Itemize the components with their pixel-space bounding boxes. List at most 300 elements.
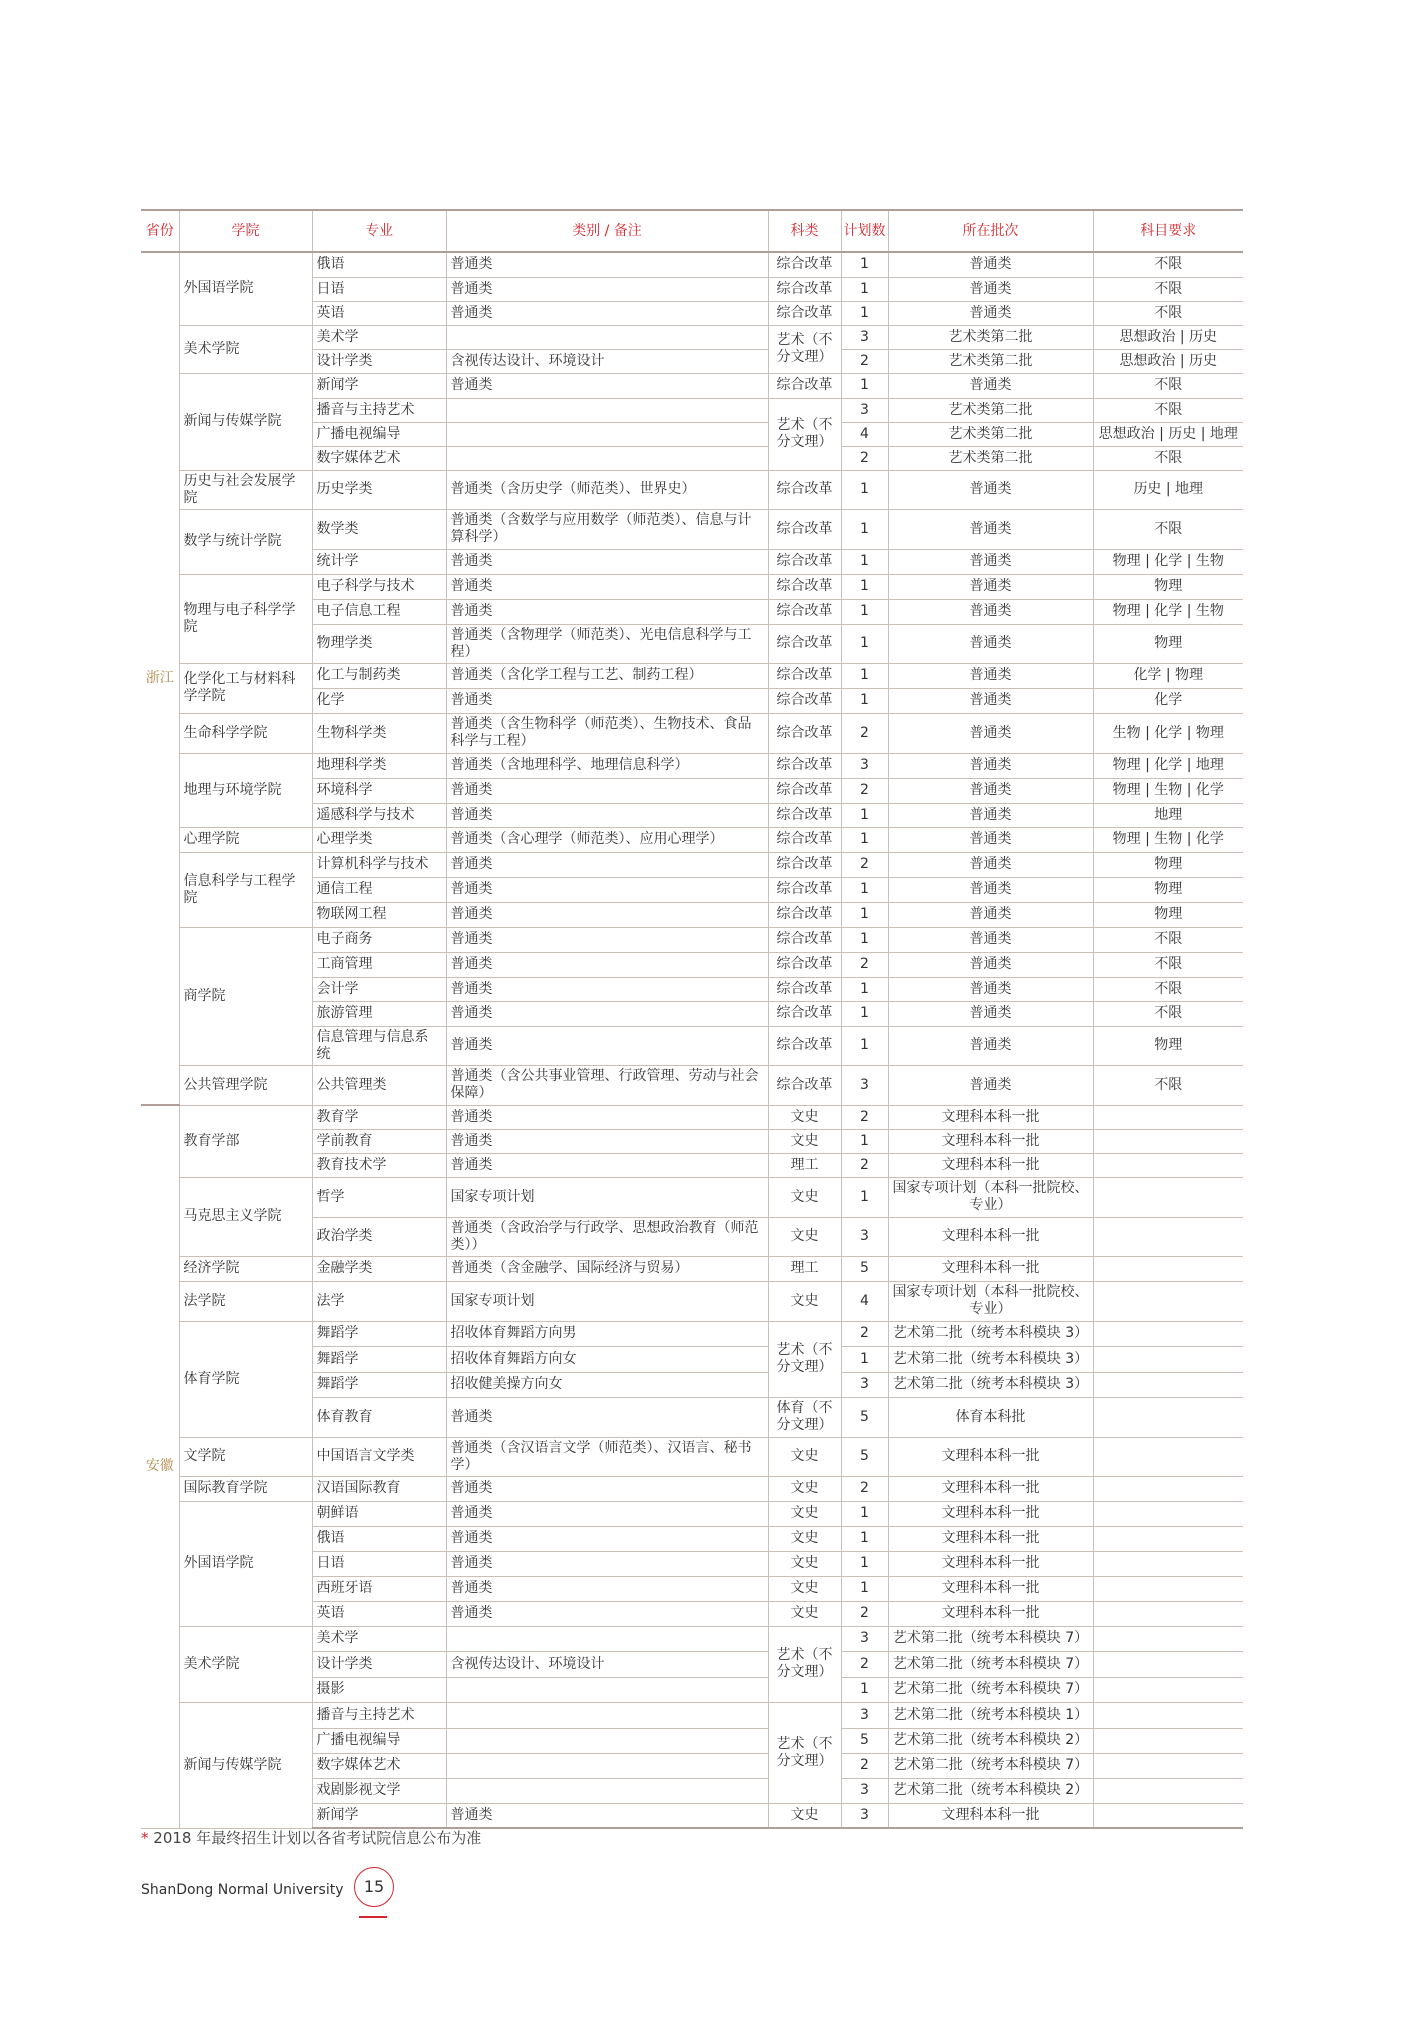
major-cell: 播音与主持艺术 xyxy=(312,1702,446,1728)
subject-type-cell: 文史 xyxy=(768,1526,841,1551)
category-cell xyxy=(446,446,768,470)
subject-type-cell: 体育（不分文理） xyxy=(768,1397,841,1437)
major-cell: 教育学 xyxy=(312,1105,446,1129)
plan-count-cell: 1 xyxy=(841,663,888,688)
category-cell: 普通类（含物理学（师范类）、光电信息科学与工程） xyxy=(446,624,768,663)
requirement-cell: 物理 | 化学 | 生物 xyxy=(1093,599,1243,624)
requirement-cell xyxy=(1093,1626,1243,1651)
footnote-star: * xyxy=(141,1829,149,1847)
college-cell: 外国语学院 xyxy=(179,252,312,325)
batch-cell: 文理科本科一批 xyxy=(888,1576,1093,1601)
category-cell: 普通类 xyxy=(446,977,768,1001)
plan-count-cell: 4 xyxy=(841,1281,888,1321)
category-cell: 普通类（含心理学（师范类）、应用心理学） xyxy=(446,827,768,852)
requirement-cell xyxy=(1093,1576,1243,1601)
requirement-cell xyxy=(1093,1728,1243,1753)
plan-count-cell: 1 xyxy=(841,1576,888,1601)
subject-type-cell: 综合改革 xyxy=(768,713,841,753)
requirement-cell xyxy=(1093,1601,1243,1626)
subject-type-cell: 文史 xyxy=(768,1281,841,1321)
major-cell: 广播电视编导 xyxy=(312,1728,446,1753)
major-cell: 政治学类 xyxy=(312,1217,446,1256)
header-subject-type: 科类 xyxy=(768,210,841,252)
major-cell: 计算机科学与技术 xyxy=(312,852,446,877)
category-cell: 招收健美操方向女 xyxy=(446,1372,768,1397)
subject-type-cell: 艺术（不分文理） xyxy=(768,398,841,470)
subject-type-cell: 综合改革 xyxy=(768,663,841,688)
plan-count-cell: 3 xyxy=(841,753,888,778)
plan-count-cell: 1 xyxy=(841,902,888,927)
requirement-cell xyxy=(1093,1526,1243,1551)
batch-cell: 普通类 xyxy=(888,574,1093,599)
batch-cell: 艺术第二批（统考本科模块 7） xyxy=(888,1626,1093,1651)
category-cell: 普通类 xyxy=(446,852,768,877)
plan-count-cell: 2 xyxy=(841,1601,888,1626)
category-cell: 普通类 xyxy=(446,1601,768,1626)
table-row xyxy=(141,1321,1243,1346)
subject-type-cell: 综合改革 xyxy=(768,1001,841,1026)
category-cell: 招收体育舞蹈方向男 xyxy=(446,1321,768,1346)
college-cell: 物理与电子科学学院 xyxy=(179,574,312,663)
subject-type-cell: 综合改革 xyxy=(768,252,841,277)
header-college: 学院 xyxy=(179,210,312,252)
batch-cell: 普通类 xyxy=(888,599,1093,624)
category-cell: 国家专项计划 xyxy=(446,1281,768,1321)
plan-count-cell: 3 xyxy=(841,1803,888,1828)
requirement-cell: 化学 | 物理 xyxy=(1093,663,1243,688)
batch-cell: 普通类 xyxy=(888,877,1093,902)
footnote xyxy=(141,1827,481,1848)
requirement-cell xyxy=(1093,1651,1243,1677)
major-cell: 舞蹈学 xyxy=(312,1321,446,1346)
category-cell: 普通类 xyxy=(446,1476,768,1501)
requirement-cell xyxy=(1093,1217,1243,1256)
province-cell: 浙江 xyxy=(141,252,179,1105)
subject-type-cell: 综合改革 xyxy=(768,574,841,599)
batch-cell: 普通类 xyxy=(888,470,1093,509)
plan-count-cell: 1 xyxy=(841,827,888,852)
college-cell: 信息科学与工程学院 xyxy=(179,852,312,927)
major-cell: 地理科学类 xyxy=(312,753,446,778)
major-cell: 电子商务 xyxy=(312,927,446,952)
category-cell: 普通类 xyxy=(446,688,768,713)
category-cell: 普通类 xyxy=(446,599,768,624)
batch-cell: 普通类 xyxy=(888,688,1093,713)
batch-cell: 艺术类第二批 xyxy=(888,349,1093,373)
major-cell: 体育教育 xyxy=(312,1397,446,1437)
plan-count-cell: 5 xyxy=(841,1397,888,1437)
header-subject-requirement: 科目要求 xyxy=(1093,210,1243,252)
plan-count-cell: 1 xyxy=(841,470,888,509)
requirement-cell xyxy=(1093,1803,1243,1828)
requirement-cell: 物理 | 化学 | 生物 xyxy=(1093,549,1243,574)
subject-type-cell: 综合改革 xyxy=(768,977,841,1001)
requirement-cell xyxy=(1093,1778,1243,1803)
batch-cell: 普通类 xyxy=(888,713,1093,753)
category-cell xyxy=(446,1753,768,1778)
requirement-cell: 思想政治 | 历史 xyxy=(1093,349,1243,373)
major-cell: 工商管理 xyxy=(312,952,446,977)
requirement-cell: 不限 xyxy=(1093,373,1243,398)
table-row xyxy=(141,852,1243,877)
category-cell xyxy=(446,1778,768,1803)
major-cell: 电子科学与技术 xyxy=(312,574,446,599)
table-row xyxy=(141,325,1243,349)
major-cell: 物联网工程 xyxy=(312,902,446,927)
requirement-cell xyxy=(1093,1321,1243,1346)
plan-count-cell: 3 xyxy=(841,1372,888,1397)
batch-cell: 艺术类第二批 xyxy=(888,325,1093,349)
subject-type-cell: 综合改革 xyxy=(768,852,841,877)
subject-type-cell: 综合改革 xyxy=(768,753,841,778)
plan-count-cell: 1 xyxy=(841,1551,888,1576)
subject-type-cell: 文史 xyxy=(768,1105,841,1129)
category-cell xyxy=(446,1626,768,1651)
major-cell: 设计学类 xyxy=(312,1651,446,1677)
college-cell: 马克思主义学院 xyxy=(179,1177,312,1256)
major-cell: 摄影 xyxy=(312,1677,446,1702)
plan-count-cell: 3 xyxy=(841,1702,888,1728)
batch-cell: 艺术第二批（统考本科模块 2） xyxy=(888,1728,1093,1753)
batch-cell: 普通类 xyxy=(888,624,1093,663)
college-cell: 美术学院 xyxy=(179,325,312,373)
major-cell: 日语 xyxy=(312,277,446,301)
college-cell: 新闻与传媒学院 xyxy=(179,1702,312,1828)
batch-cell: 艺术第二批（统考本科模块 7） xyxy=(888,1677,1093,1702)
college-cell: 经济学院 xyxy=(179,1256,312,1281)
major-cell: 金融学类 xyxy=(312,1256,446,1281)
header-category-notes: 类别 / 备注 xyxy=(446,210,768,252)
college-cell: 公共管理学院 xyxy=(179,1065,312,1105)
plan-count-cell: 1 xyxy=(841,803,888,827)
plan-count-cell: 1 xyxy=(841,1001,888,1026)
major-cell: 心理学类 xyxy=(312,827,446,852)
college-cell: 数学与统计学院 xyxy=(179,509,312,574)
batch-cell: 普通类 xyxy=(888,509,1093,549)
requirement-cell: 不限 xyxy=(1093,301,1243,325)
subject-type-cell: 综合改革 xyxy=(768,902,841,927)
plan-count-cell: 2 xyxy=(841,1753,888,1778)
requirement-cell: 物理 | 生物 | 化学 xyxy=(1093,827,1243,852)
batch-cell: 普通类 xyxy=(888,977,1093,1001)
category-cell: 普通类（含政治学与行政学、思想政治教育（师范类）） xyxy=(446,1217,768,1256)
college-cell: 国际教育学院 xyxy=(179,1476,312,1501)
batch-cell: 普通类 xyxy=(888,803,1093,827)
subject-type-cell: 综合改革 xyxy=(768,927,841,952)
batch-cell: 普通类 xyxy=(888,1001,1093,1026)
plan-count-cell: 1 xyxy=(841,927,888,952)
plan-count-cell: 1 xyxy=(841,1129,888,1153)
table-row xyxy=(141,713,1243,753)
major-cell: 统计学 xyxy=(312,549,446,574)
batch-cell: 文理科本科一批 xyxy=(888,1217,1093,1256)
requirement-cell: 物理 xyxy=(1093,877,1243,902)
requirement-cell: 生物 | 化学 | 物理 xyxy=(1093,713,1243,753)
subject-type-cell: 文史 xyxy=(768,1576,841,1601)
requirement-cell: 地理 xyxy=(1093,803,1243,827)
subject-type-cell: 艺术（不分文理） xyxy=(768,1626,841,1702)
major-cell: 法学 xyxy=(312,1281,446,1321)
category-cell: 普通类（含化学工程与工艺、制药工程） xyxy=(446,663,768,688)
requirement-cell: 不限 xyxy=(1093,952,1243,977)
batch-cell: 文理科本科一批 xyxy=(888,1551,1093,1576)
category-cell xyxy=(446,1677,768,1702)
major-cell: 舞蹈学 xyxy=(312,1372,446,1397)
major-cell: 通信工程 xyxy=(312,877,446,902)
requirement-cell: 物理 xyxy=(1093,852,1243,877)
table-row xyxy=(141,1702,1243,1728)
college-cell: 教育学部 xyxy=(179,1105,312,1177)
plan-count-cell: 2 xyxy=(841,1476,888,1501)
plan-count-cell: 1 xyxy=(841,1177,888,1217)
plan-count-cell: 3 xyxy=(841,1626,888,1651)
requirement-cell: 不限 xyxy=(1093,398,1243,422)
batch-cell: 文理科本科一批 xyxy=(888,1153,1093,1177)
category-cell: 普通类 xyxy=(446,877,768,902)
college-cell: 美术学院 xyxy=(179,1626,312,1702)
category-cell xyxy=(446,1702,768,1728)
table-row xyxy=(141,1501,1243,1526)
category-cell xyxy=(446,422,768,446)
plan-count-cell: 1 xyxy=(841,624,888,663)
requirement-cell: 不限 xyxy=(1093,252,1243,277)
plan-count-cell: 3 xyxy=(841,1778,888,1803)
major-cell: 哲学 xyxy=(312,1177,446,1217)
category-cell: 普通类（含金融学、国际经济与贸易） xyxy=(446,1256,768,1281)
requirement-cell xyxy=(1093,1753,1243,1778)
college-cell: 体育学院 xyxy=(179,1321,312,1437)
requirement-cell xyxy=(1093,1476,1243,1501)
batch-cell: 艺术第二批（统考本科模块 7） xyxy=(888,1753,1093,1778)
category-cell: 普通类 xyxy=(446,1526,768,1551)
major-cell: 广播电视编导 xyxy=(312,422,446,446)
table-row xyxy=(141,1105,1243,1129)
batch-cell: 国家专项计划（本科一批院校、专业） xyxy=(888,1177,1093,1217)
footnote-text: 2018 年最终招生计划以各省考试院信息公布为准 xyxy=(153,1829,482,1847)
category-cell: 普通类 xyxy=(446,1153,768,1177)
university-name: ShanDong Normal University xyxy=(141,1882,344,1898)
plan-count-cell: 2 xyxy=(841,713,888,753)
requirement-cell: 不限 xyxy=(1093,977,1243,1001)
requirement-cell xyxy=(1093,1501,1243,1526)
table-row xyxy=(141,1281,1243,1321)
category-cell: 含视传达设计、环境设计 xyxy=(446,1651,768,1677)
subject-type-cell: 综合改革 xyxy=(768,778,841,803)
subject-type-cell: 艺术（不分文理） xyxy=(768,325,841,373)
header-batch: 所在批次 xyxy=(888,210,1093,252)
requirement-cell xyxy=(1093,1702,1243,1728)
category-cell: 普通类 xyxy=(446,252,768,277)
requirement-cell: 思想政治 | 历史 xyxy=(1093,325,1243,349)
major-cell: 环境科学 xyxy=(312,778,446,803)
category-cell: 普通类 xyxy=(446,1501,768,1526)
college-cell: 外国语学院 xyxy=(179,1501,312,1626)
batch-cell: 普通类 xyxy=(888,778,1093,803)
college-cell: 新闻与传媒学院 xyxy=(179,373,312,470)
subject-type-cell: 综合改革 xyxy=(768,877,841,902)
category-cell: 普通类 xyxy=(446,574,768,599)
requirement-cell: 不限 xyxy=(1093,277,1243,301)
college-cell: 心理学院 xyxy=(179,827,312,852)
category-cell: 普通类 xyxy=(446,803,768,827)
category-cell: 普通类 xyxy=(446,927,768,952)
batch-cell: 普通类 xyxy=(888,927,1093,952)
major-cell: 旅游管理 xyxy=(312,1001,446,1026)
table-row xyxy=(141,1177,1243,1217)
college-cell: 法学院 xyxy=(179,1281,312,1321)
requirement-cell: 不限 xyxy=(1093,446,1243,470)
subject-type-cell: 综合改革 xyxy=(768,1065,841,1105)
major-cell: 化学 xyxy=(312,688,446,713)
category-cell: 普通类（含生物科学（师范类）、生物技术、食品科学与工程） xyxy=(446,713,768,753)
batch-cell: 文理科本科一批 xyxy=(888,1256,1093,1281)
subject-type-cell: 综合改革 xyxy=(768,688,841,713)
plan-count-cell: 3 xyxy=(841,1065,888,1105)
requirement-cell: 物理 xyxy=(1093,624,1243,663)
requirement-cell: 物理 | 化学 | 地理 xyxy=(1093,753,1243,778)
batch-cell: 文理科本科一批 xyxy=(888,1476,1093,1501)
plan-count-cell: 3 xyxy=(841,398,888,422)
batch-cell: 普通类 xyxy=(888,1065,1093,1105)
requirement-cell xyxy=(1093,1129,1243,1153)
batch-cell: 普通类 xyxy=(888,277,1093,301)
subject-type-cell: 文史 xyxy=(768,1501,841,1526)
category-cell xyxy=(446,1728,768,1753)
requirement-cell xyxy=(1093,1281,1243,1321)
major-cell: 学前教育 xyxy=(312,1129,446,1153)
admission-plan-table xyxy=(141,209,1243,1829)
requirement-cell: 不限 xyxy=(1093,509,1243,549)
category-cell: 国家专项计划 xyxy=(446,1177,768,1217)
plan-count-cell: 1 xyxy=(841,301,888,325)
plan-count-cell: 1 xyxy=(841,1526,888,1551)
page-number: 15 xyxy=(354,1867,394,1907)
category-cell xyxy=(446,398,768,422)
requirement-cell xyxy=(1093,1437,1243,1476)
batch-cell: 普通类 xyxy=(888,301,1093,325)
major-cell: 遥感科学与技术 xyxy=(312,803,446,827)
major-cell: 英语 xyxy=(312,1601,446,1626)
batch-cell: 普通类 xyxy=(888,549,1093,574)
plan-count-cell: 1 xyxy=(841,1346,888,1372)
major-cell: 会计学 xyxy=(312,977,446,1001)
category-cell: 普通类 xyxy=(446,1129,768,1153)
major-cell: 俄语 xyxy=(312,1526,446,1551)
plan-count-cell: 5 xyxy=(841,1256,888,1281)
requirement-cell: 物理 xyxy=(1093,1026,1243,1065)
major-cell: 生物科学类 xyxy=(312,713,446,753)
major-cell: 化工与制药类 xyxy=(312,663,446,688)
major-cell: 汉语国际教育 xyxy=(312,1476,446,1501)
major-cell: 物理学类 xyxy=(312,624,446,663)
plan-count-cell: 1 xyxy=(841,1501,888,1526)
requirement-cell xyxy=(1093,1153,1243,1177)
major-cell: 信息管理与信息系统 xyxy=(312,1026,446,1065)
subject-type-cell: 综合改革 xyxy=(768,549,841,574)
batch-cell: 文理科本科一批 xyxy=(888,1601,1093,1626)
major-cell: 西班牙语 xyxy=(312,1576,446,1601)
batch-cell: 国家专项计划（本科一批院校、专业） xyxy=(888,1281,1093,1321)
category-cell: 普通类 xyxy=(446,778,768,803)
batch-cell: 艺术类第二批 xyxy=(888,446,1093,470)
major-cell: 设计学类 xyxy=(312,349,446,373)
plan-count-cell: 1 xyxy=(841,373,888,398)
plan-count-cell: 1 xyxy=(841,1026,888,1065)
major-cell: 美术学 xyxy=(312,1626,446,1651)
batch-cell: 艺术第二批（统考本科模块 2） xyxy=(888,1778,1093,1803)
plan-count-cell: 1 xyxy=(841,252,888,277)
table-body xyxy=(141,252,1243,1828)
batch-cell: 艺术类第二批 xyxy=(888,422,1093,446)
major-cell: 数学类 xyxy=(312,509,446,549)
plan-count-cell: 1 xyxy=(841,509,888,549)
college-cell: 文学院 xyxy=(179,1437,312,1476)
batch-cell: 普通类 xyxy=(888,753,1093,778)
table-row xyxy=(141,373,1243,398)
category-cell: 招收体育舞蹈方向女 xyxy=(446,1346,768,1372)
subject-type-cell: 文史 xyxy=(768,1217,841,1256)
category-cell: 普通类 xyxy=(446,549,768,574)
requirement-cell: 历史 | 地理 xyxy=(1093,470,1243,509)
requirement-cell: 不限 xyxy=(1093,1001,1243,1026)
subject-type-cell: 综合改革 xyxy=(768,277,841,301)
batch-cell: 普通类 xyxy=(888,252,1093,277)
major-cell: 公共管理类 xyxy=(312,1065,446,1105)
category-cell: 普通类（含历史学（师范类）、世界史） xyxy=(446,470,768,509)
plan-count-cell: 2 xyxy=(841,349,888,373)
plan-count-cell: 1 xyxy=(841,549,888,574)
plan-count-cell: 3 xyxy=(841,325,888,349)
table-row xyxy=(141,1256,1243,1281)
major-cell: 数字媒体艺术 xyxy=(312,1753,446,1778)
plan-count-cell: 1 xyxy=(841,688,888,713)
subject-type-cell: 文史 xyxy=(768,1177,841,1217)
subject-type-cell: 理工 xyxy=(768,1256,841,1281)
batch-cell: 艺术第二批（统考本科模块 7） xyxy=(888,1651,1093,1677)
table-row xyxy=(141,252,1243,277)
plan-count-cell: 2 xyxy=(841,1321,888,1346)
major-cell: 俄语 xyxy=(312,252,446,277)
category-cell: 普通类 xyxy=(446,277,768,301)
major-cell: 舞蹈学 xyxy=(312,1346,446,1372)
batch-cell: 艺术第二批（统考本科模块 3） xyxy=(888,1321,1093,1346)
plan-count-cell: 1 xyxy=(841,1677,888,1702)
table-row xyxy=(141,827,1243,852)
requirement-cell xyxy=(1093,1256,1243,1281)
college-cell: 历史与社会发展学院 xyxy=(179,470,312,509)
requirement-cell xyxy=(1093,1372,1243,1397)
major-cell: 新闻学 xyxy=(312,373,446,398)
subject-type-cell: 综合改革 xyxy=(768,373,841,398)
category-cell xyxy=(446,325,768,349)
plan-count-cell: 5 xyxy=(841,1437,888,1476)
plan-count-cell: 1 xyxy=(841,277,888,301)
requirement-cell xyxy=(1093,1346,1243,1372)
college-cell: 地理与环境学院 xyxy=(179,753,312,827)
subject-type-cell: 综合改革 xyxy=(768,624,841,663)
college-cell: 生命科学学院 xyxy=(179,713,312,753)
category-cell: 普通类 xyxy=(446,902,768,927)
category-cell: 普通类 xyxy=(446,1576,768,1601)
table-row xyxy=(141,574,1243,599)
requirement-cell: 物理 xyxy=(1093,902,1243,927)
plan-count-cell: 1 xyxy=(841,977,888,1001)
requirement-cell xyxy=(1093,1105,1243,1129)
batch-cell: 艺术第二批（统考本科模块 1） xyxy=(888,1702,1093,1728)
table-row xyxy=(141,509,1243,549)
subject-type-cell: 文史 xyxy=(768,1437,841,1476)
subject-type-cell: 综合改革 xyxy=(768,509,841,549)
